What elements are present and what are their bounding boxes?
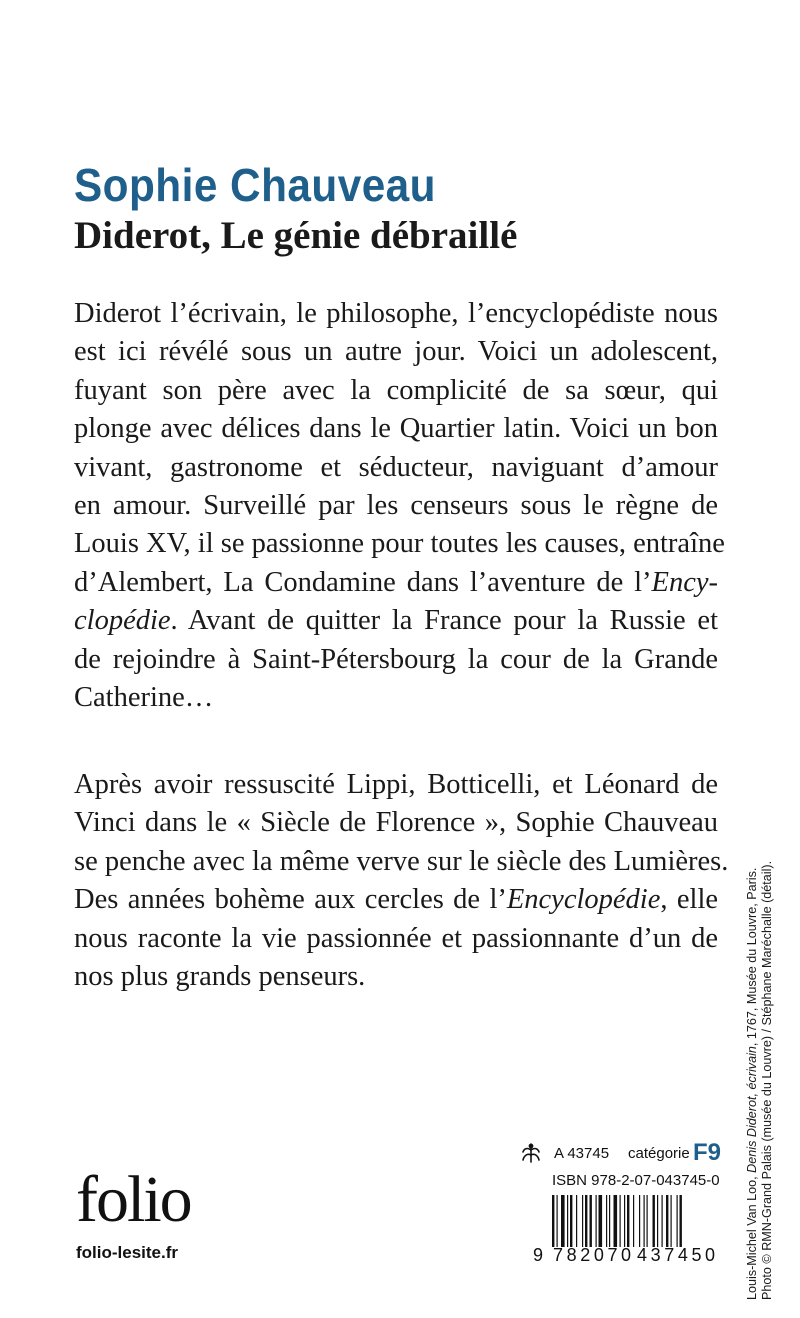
barcode-bar (614, 1195, 618, 1247)
catalog-info (520, 1139, 722, 1166)
barcode-bar (627, 1195, 629, 1247)
blurb-line (74, 602, 718, 640)
barcode-bar (599, 1195, 603, 1247)
barcode-bar (609, 1195, 610, 1247)
barcode-bar (620, 1195, 621, 1247)
barcode-bar (624, 1195, 625, 1247)
barcode-bar (606, 1195, 607, 1247)
blurb-line: en amour. Surveillé par les censeurs sous le règne de (74, 490, 718, 522)
publisher-logo: folio (76, 1163, 191, 1236)
credit-text: , 1767, Musée du Louvre, Paris. (745, 867, 759, 1047)
category-label: catégorie (628, 1145, 690, 1162)
blurb-text: . Avant de quitter la France pour la Russie et (170, 605, 718, 637)
barcode-digits-group-1: 782070 (553, 1245, 635, 1265)
barcode-bar (576, 1195, 577, 1247)
blurb-text: Des années bohème aux cercles de l’ (74, 884, 507, 916)
barcode-bar (680, 1195, 682, 1247)
blurb-line: Vinci dans le « Siècle de Florence », Sophie Chauveau (74, 807, 718, 839)
blurb-line: vivant, gastronome et séducteur, naviguant d’amour (74, 451, 718, 483)
blurb-text: , elle (660, 884, 719, 916)
barcode-bar (561, 1195, 565, 1247)
blurb-paragraph-1 (74, 295, 725, 717)
blurb-line: Catherine… (74, 682, 214, 714)
credit-line-1 (745, 740, 760, 1300)
barcode-bar (639, 1195, 640, 1247)
barcode-bar (677, 1195, 678, 1247)
credit-text: Louis-Michel Van Loo, (745, 1172, 759, 1300)
blurb-line: est ici révélé sous un autre jour. Voici un adolescent, (74, 336, 718, 368)
blurb-paragraph-2 (74, 766, 729, 996)
blurb-text: d’Alembert, La Condamine dans l’aventure de l’ (74, 566, 652, 598)
barcode-digits-group-2: 437450 (637, 1245, 719, 1265)
book-title: Diderot, Le génie débraillé (74, 214, 518, 257)
barcode-bar (666, 1195, 668, 1247)
flower-emblem-icon (520, 1142, 542, 1164)
barcode-bar (590, 1195, 592, 1247)
blurb-line: Diderot l’écrivain, le philosophe, l’encyclopédiste nous (74, 298, 718, 329)
barcode-bar (657, 1195, 658, 1247)
credit-line-2: Photo © RMN-Grand Palais (musée du Louvre) / Stéphane Maréchalle (détail). (759, 860, 774, 1300)
barcode (552, 1195, 720, 1247)
barcode-bar (653, 1195, 655, 1247)
blurb-line: se penche avec la même verve sur le siècle des Lumières. (74, 845, 729, 877)
blurb-line: fuyant son père avec la complicité de sa sœur, qui (74, 374, 718, 406)
barcode-digit-first: 9 (533, 1245, 544, 1265)
publisher-website: folio-lesite.fr (76, 1243, 179, 1262)
isbn-number: ISBN 978-2-07-043745-0 (552, 1172, 720, 1189)
blurb-italic-text: clopédie (74, 605, 171, 637)
blurb-line (74, 564, 718, 602)
category-value: F9 (693, 1139, 722, 1166)
barcode-bar (567, 1195, 568, 1247)
blurb-line: de rejoindre à Saint-Pétersbourg la cour de la Grande (74, 643, 718, 675)
barcode-bar (585, 1195, 587, 1247)
barcode-bar (662, 1195, 663, 1247)
blurb-line: nos plus grands penseurs. (74, 961, 366, 993)
barcode-bar (647, 1195, 648, 1247)
barcode-bar (582, 1195, 583, 1247)
barcode-bar (552, 1195, 554, 1247)
blurb-line: Louis XV, il se passionne pour toutes les causes, entraîne (74, 528, 725, 560)
barcode-bar (570, 1195, 572, 1247)
barcode-bar (557, 1195, 558, 1247)
author-name: Sophie Chauveau (74, 159, 436, 211)
blurb-line (74, 881, 718, 919)
barcode-bar (633, 1195, 634, 1247)
barcode-bar (644, 1195, 645, 1247)
blurb-line: nous raconte la vie passionnée et passionnante d’un de (74, 922, 718, 954)
blurb-line: plonge avec délices dans le Quartier latin. Voici un bon (74, 413, 718, 445)
credit-artwork-title: Denis Diderot, écrivain (745, 1046, 759, 1173)
barcode-bar (671, 1195, 672, 1247)
photo-credit (745, 740, 774, 1300)
catalog-number: A 43745 (554, 1145, 610, 1162)
blurb-italic-text: Encyclopédie (506, 884, 661, 916)
blurb-line: Après avoir ressuscité Lippi, Botticelli, et Léonard de (74, 769, 718, 800)
barcode-bar (596, 1195, 597, 1247)
blurb-italic-text: Ency- (651, 566, 718, 598)
